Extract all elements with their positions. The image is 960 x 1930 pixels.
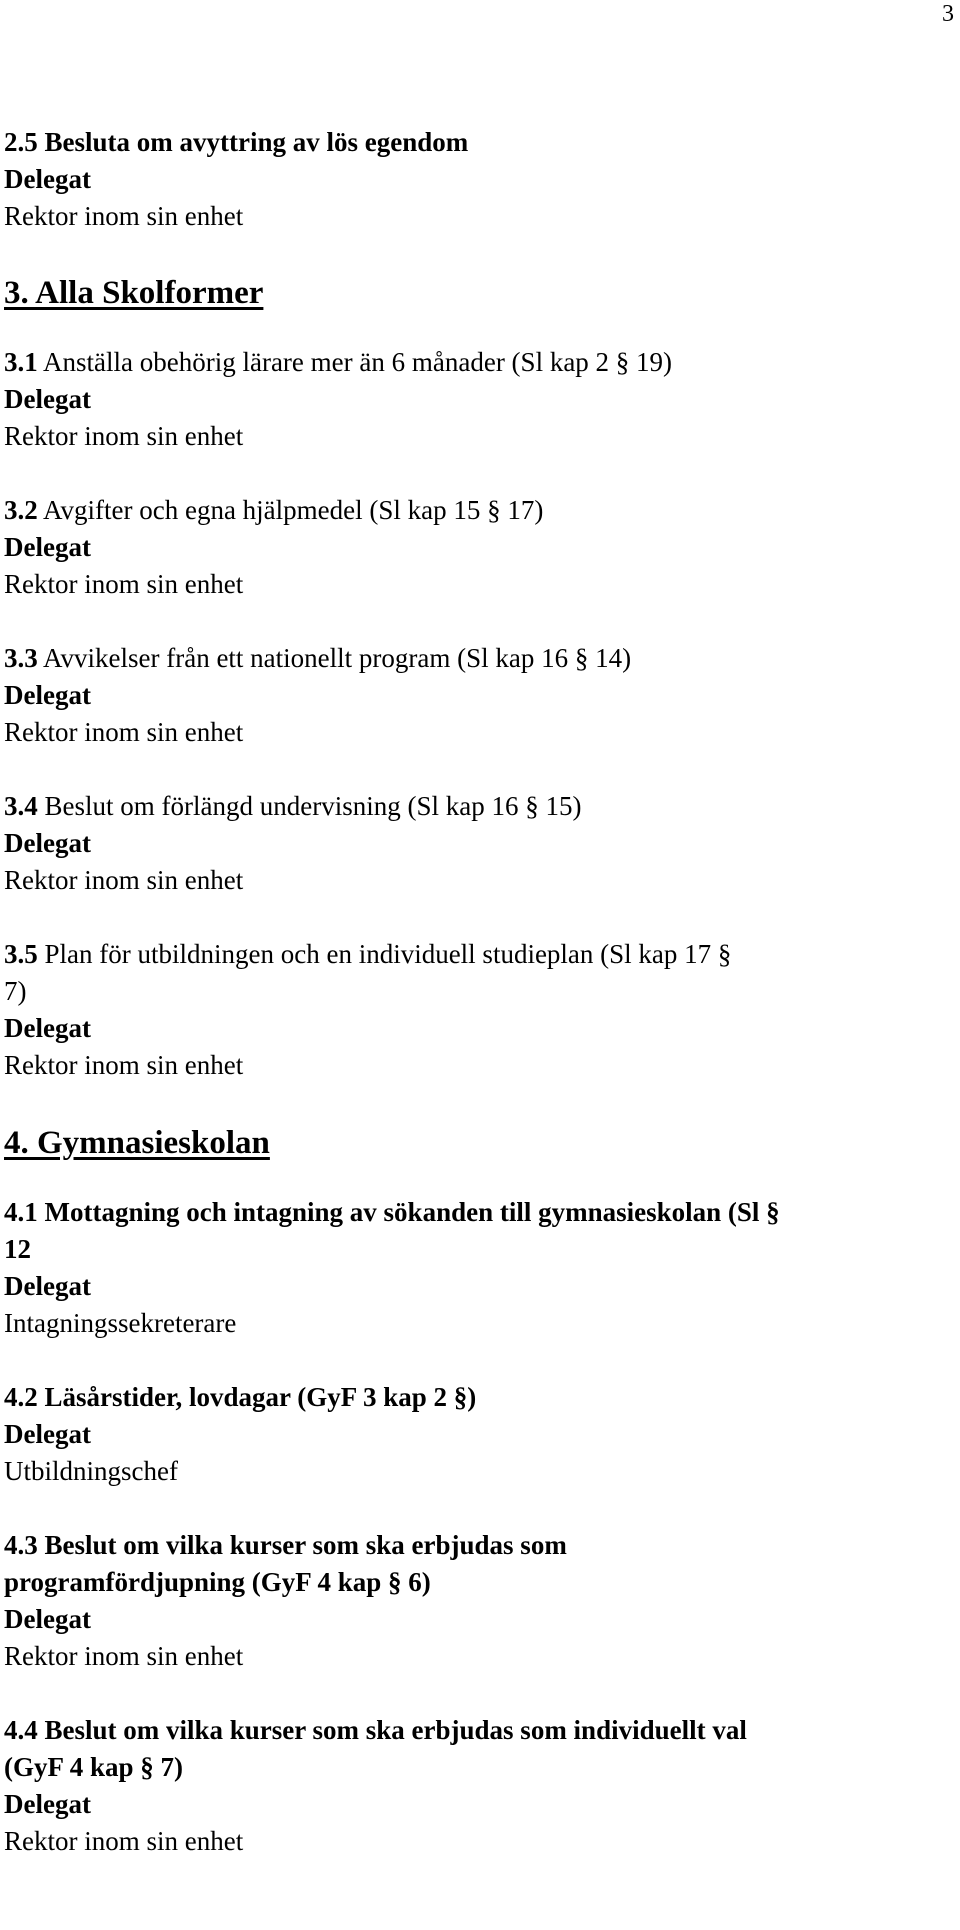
delegat-label: Delegat	[4, 1789, 91, 1819]
item-number: 3.5	[4, 939, 38, 969]
item-title-line1: 4.1 Mottagning och intagning av sökanden till gymnasieskolan (Sl §	[4, 1197, 780, 1227]
delegat-value: Utbildningschef	[4, 1456, 178, 1486]
delegat-value: Rektor inom sin enhet	[4, 421, 244, 451]
item-2-5	[4, 124, 954, 235]
delegat-label: Delegat	[4, 384, 91, 414]
item-4-1	[4, 1194, 954, 1342]
item-heading	[4, 936, 954, 973]
item-title: Anställa obehörig lärare mer än 6 månader (Sl kap 2 § 19)	[43, 347, 673, 377]
delegat-value: Rektor inom sin enhet	[4, 865, 244, 895]
section-heading-3: 3. Alla Skolformer	[4, 275, 264, 311]
delegat-label: Delegat	[4, 1419, 91, 1449]
delegat-value: Rektor inom sin enhet	[4, 1050, 244, 1080]
delegat-label: Delegat	[4, 828, 91, 858]
item-number: 3.2	[4, 495, 38, 525]
item-title-line2: (GyF 4 kap § 7)	[4, 1752, 184, 1782]
item-heading	[4, 640, 954, 677]
section-heading-4: 4. Gymnasieskolan	[4, 1125, 270, 1161]
item-4-2	[4, 1379, 954, 1490]
delegat-value: Rektor inom sin enhet	[4, 1641, 244, 1671]
item-number: 2.5	[4, 127, 38, 157]
item-title: Avgifter och egna hjälpmedel (Sl kap 15 § 17)	[43, 495, 544, 525]
item-title-line1: Plan för utbildningen och en individuell studieplan (Sl kap 17 §	[44, 939, 732, 969]
item-title-line1: 4.4 Beslut om vilka kurser som ska erbjudas som individuellt val	[4, 1715, 747, 1745]
item-number: 3.1	[4, 347, 38, 377]
item-title: Avvikelser från ett nationellt program (Sl kap 16 § 14)	[43, 643, 632, 673]
delegat-label: Delegat	[4, 1271, 91, 1301]
item-3-4	[4, 788, 954, 899]
item-title-line1: 4.2 Läsårstider, lovdagar (GyF 3 kap 2 §)	[4, 1382, 477, 1412]
item-3-5	[4, 936, 954, 1084]
delegat-value: Rektor inom sin enhet	[4, 1826, 244, 1856]
item-3-1	[4, 344, 954, 455]
item-4-4	[4, 1712, 954, 1860]
delegat-value: Rektor inom sin enhet	[4, 201, 244, 231]
item-3-2	[4, 492, 954, 603]
delegat-value: Rektor inom sin enhet	[4, 717, 244, 747]
item-title: Besluta om avyttring av lös egendom	[44, 127, 469, 157]
item-heading	[4, 124, 954, 161]
item-title-line2: 12	[4, 1234, 31, 1264]
delegat-label: Delegat	[4, 164, 91, 194]
delegat-label: Delegat	[4, 532, 91, 562]
item-title-line2: 7)	[4, 976, 27, 1006]
item-heading	[4, 492, 954, 529]
item-heading	[4, 788, 954, 825]
page-number: 3	[942, 1, 954, 27]
delegat-label: Delegat	[4, 1604, 91, 1634]
document-body	[4, 124, 954, 1860]
item-title-line1: 4.3 Beslut om vilka kurser som ska erbjudas som	[4, 1530, 567, 1560]
item-title: Beslut om förlängd undervisning (Sl kap 16 § 15)	[44, 791, 582, 821]
delegat-value: Rektor inom sin enhet	[4, 569, 244, 599]
item-number: 3.3	[4, 643, 38, 673]
delegat-value: Intagningssekreterare	[4, 1308, 237, 1338]
item-3-3	[4, 640, 954, 751]
delegat-label: Delegat	[4, 1013, 91, 1043]
item-4-3	[4, 1527, 954, 1675]
delegat-label: Delegat	[4, 680, 91, 710]
item-title-line2: programfördjupning (GyF 4 kap § 6)	[4, 1567, 431, 1597]
item-number: 3.4	[4, 791, 38, 821]
item-heading	[4, 344, 954, 381]
